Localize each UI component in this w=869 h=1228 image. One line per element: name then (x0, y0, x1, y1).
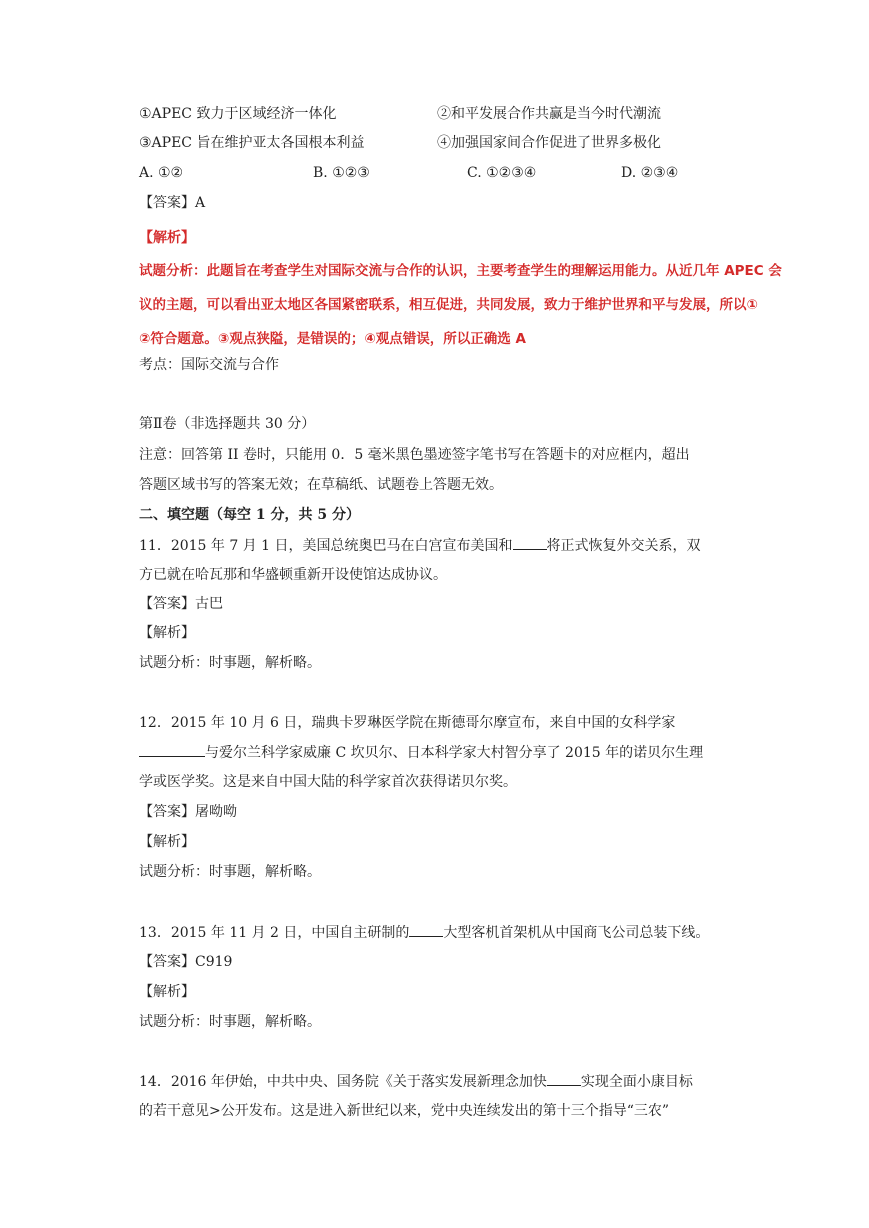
q12-line1: 12．2015 年 10 月 6 日，瑞典卡罗琳医学院在斯德哥尔摩宣布，来自中国的女科学家 (139, 715, 676, 731)
q11-analysis-title: 【解析】 (139, 625, 195, 641)
part2-note-line1: 注意：回答第 II 卷时，只能用 0．5 毫米黑色墨迹签字笔书写在答题卡的对应框内，超出 (139, 447, 690, 463)
q10-answer: 【答案】A (139, 195, 206, 211)
option-2: ②和平发展合作共赢是当今时代潮流 (437, 106, 661, 122)
choice-a: A. ①② (139, 165, 184, 181)
q10-kaodian: 考点：国际交流与合作 (139, 357, 279, 373)
q11-text-b: 将正式恢复外交关系，双 (546, 538, 701, 554)
q12-answer: 【答案】屠呦呦 (139, 804, 237, 820)
q13-blank (409, 922, 443, 937)
q14-line1 (139, 1071, 693, 1092)
part2-title: 第Ⅱ卷（非选择题共 30 分） (139, 416, 316, 432)
option-1: ①APEC 致力于区域经济一体化 (139, 106, 337, 122)
q12-blank (139, 742, 205, 757)
q12-text-b: 与爱尔兰科学家威廉 C 坎贝尔、日本科学家大村智分享了 2015 年的诺贝尔生理 (205, 745, 704, 761)
q11-line2: 方已就在哈瓦那和华盛顿重新开设使馆达成协议。 (139, 567, 447, 583)
q13-analysis-title: 【解析】 (139, 984, 195, 1000)
q11-analysis: 试题分析：时事题，解析略。 (139, 655, 321, 671)
section-heading: 二、填空题（每空 1 分，共 5 分） (139, 507, 360, 523)
q13-analysis: 试题分析：时事题，解析略。 (139, 1014, 321, 1030)
q10-analysis-line2: 议的主题，可以看出亚太地区各国紧密联系，相互促进，共同发展，致力于维护世界和平与发展，所以① (139, 297, 758, 313)
q12-analysis-title: 【解析】 (139, 834, 195, 850)
q13-text-a: 13．2015 年 11 月 2 日，中国自主研制的 (139, 925, 410, 941)
q13-answer: 【答案】C919 (139, 954, 233, 970)
choice-c: C. ①②③④ (467, 165, 537, 181)
choice-b: B. ①②③ (313, 165, 370, 181)
q11-blank (513, 535, 547, 550)
q11-answer: 【答案】古巴 (139, 596, 223, 612)
q10-analysis-line3: ②符合题意。③观点狭隘，是错误的；④观点错误，所以正确选 A (139, 331, 526, 347)
q10-analysis-title: 【解析】 (139, 230, 195, 246)
q10-analysis-line1: 试题分析：此题旨在考查学生对国际交流与合作的认识，主要考查学生的理解运用能力。从近几年 APEC 会 (139, 263, 782, 279)
q11-line1 (139, 535, 701, 556)
q14-text-b: 实现全面小康目标 (580, 1074, 693, 1090)
q12-analysis: 试题分析：时事题，解析略。 (139, 864, 321, 880)
choice-d: D. ②③④ (621, 165, 679, 181)
option-4: ④加强国家间合作促进了世界多极化 (437, 135, 661, 151)
q14-line2: 的若干意见>公开发布。这是进入新世纪以来，党中央连续发出的第十三个指导“三农” (139, 1103, 670, 1119)
option-3: ③APEC 旨在维护亚太各国根本利益 (139, 135, 365, 151)
q14-blank (547, 1071, 581, 1086)
q11-text-a: 11．2015 年 7 月 1 日，美国总统奥巴马在白宫宣布美国和 (139, 538, 513, 554)
q13-line1 (139, 922, 709, 943)
q14-text-a: 14．2016 年伊始，中共中央、国务院《关于落实发展新理念加快 (139, 1074, 547, 1090)
part2-note-line2: 答题区域书写的答案无效；在草稿纸、试题卷上答题无效。 (139, 477, 503, 493)
q12-line2 (139, 742, 703, 763)
q12-line3: 学或医学奖。这是来自中国大陆的科学家首次获得诺贝尔奖。 (139, 774, 517, 790)
q13-text-b: 大型客机首架机从中国商飞公司总装下线。 (443, 925, 710, 941)
